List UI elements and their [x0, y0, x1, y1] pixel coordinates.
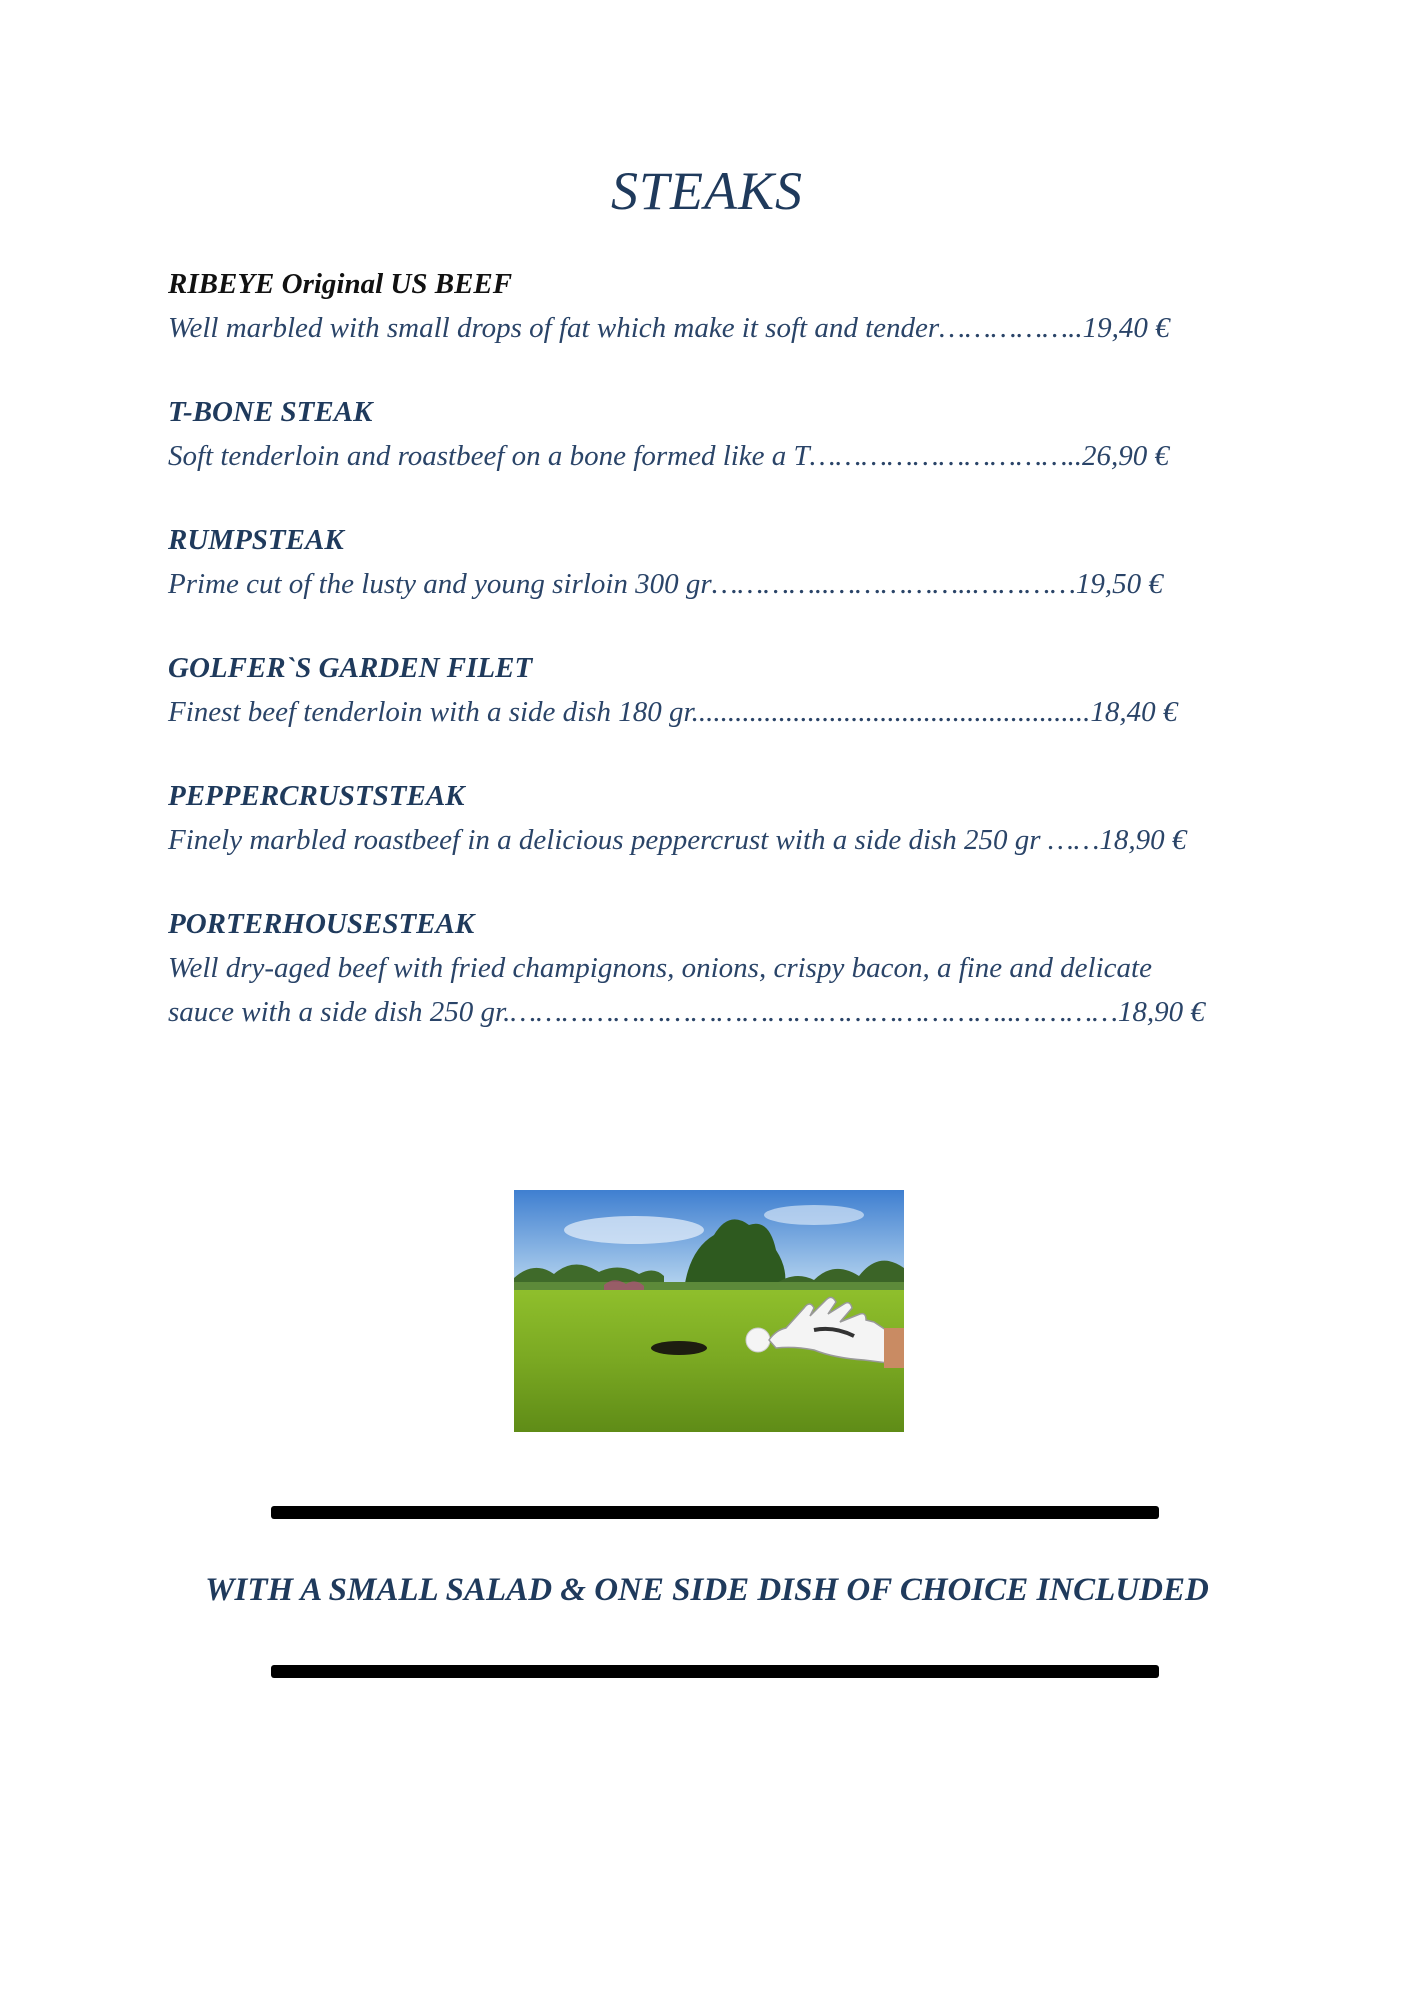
menu-item	[168, 902, 1258, 1034]
menu-item-name: PEPPERCRUSTSTEAK	[168, 780, 465, 812]
menu-item-name: PORTERHOUSESTEAK	[168, 908, 475, 940]
page-title: STEAKS	[610, 161, 804, 221]
menu-item-description: sauce with a side dish 250 gr.…………………………………………………..…………18,90 €	[168, 996, 1205, 1028]
menu-item	[168, 390, 1258, 478]
menu-item	[168, 774, 1258, 862]
menu-item-description: Soft tenderloin and roastbeef on a bone formed like a T…………………………..26,90 €	[168, 440, 1170, 472]
menu-item-description: Well marbled with small drops of fat which make it soft and tender……………..19,40 €	[168, 312, 1170, 344]
divider-top	[271, 1506, 1159, 1519]
menu-item	[168, 646, 1258, 734]
menu-item-name: T-BONE STEAK	[168, 396, 373, 428]
menu-item	[168, 518, 1258, 606]
menu-item-description: Prime cut of the lusty and young sirloin 300 gr…………..……………..…………19,50 €	[168, 568, 1163, 600]
menu-item-description: Finely marbled roastbeef in a delicious peppercrust with a side dish 250 gr ……18,90 €	[168, 824, 1187, 856]
golf-hole-photo	[514, 1190, 904, 1432]
included-note: WITH A SMALL SALAD & ONE SIDE DISH OF CHOICE INCLUDED	[205, 1572, 1209, 1608]
menu-item-description: Finest beef tenderloin with a side dish 180 gr.......................................................18,40 €	[168, 696, 1178, 728]
menu-item-name: RUMPSTEAK	[168, 524, 344, 556]
menu-item-name: RIBEYE Original US BEEF	[168, 268, 513, 300]
menu-item-name: GOLFER`S GARDEN FILET	[168, 652, 533, 684]
menu-item	[168, 262, 1258, 350]
menu-list	[168, 262, 1258, 1074]
menu-item-description: Well dry-aged beef with fried champignons, onions, crispy bacon, a fine and delicate	[168, 952, 1152, 984]
divider-bottom	[271, 1665, 1159, 1678]
